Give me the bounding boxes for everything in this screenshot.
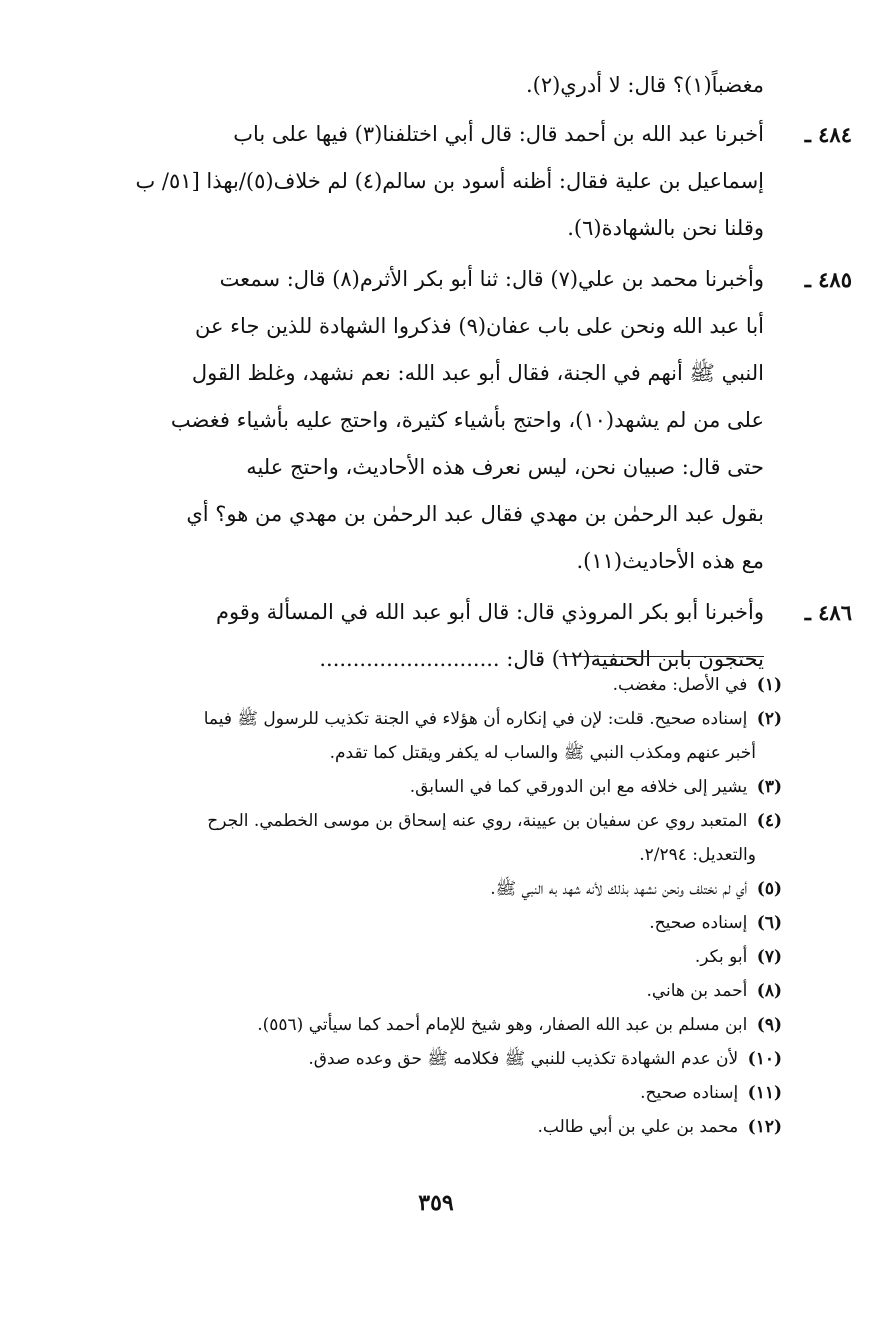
entry-485 <box>78 256 852 585</box>
footnote-11 <box>78 1076 782 1110</box>
footnote-number: (١) <box>756 675 782 695</box>
footnote-text: لأن عدم الشهادة تكذيب للنبي ﷺ فكلامه ﷺ حق وعده صدق. <box>308 1049 739 1069</box>
footnote-text: أي لم نختلف ونحن نشهد بذلك لأنه شهد به النبي ﷺ. <box>490 879 748 899</box>
main-text <box>78 62 852 683</box>
footnote-text: محمد بن علي بن أبي طالب. <box>537 1117 739 1137</box>
entry-line: يحتجون بابن الحنفية(١٢) قال: ........................... <box>319 647 764 671</box>
entry-line: النبي ﷺ أنهم في الجنة، فقال أبو عبد الله: نعم نشهد، وغلظ القول <box>191 361 764 385</box>
entry-484 <box>78 111 852 252</box>
entry-line: بقول عبد الرحمٰن بن مهدي فقال عبد الرحمٰن بن مهدي من هو؟ أي <box>186 502 764 526</box>
footnote-8 <box>78 974 782 1008</box>
footnote-number: (٥) <box>756 879 782 899</box>
entry-line: أخبرنا عبد الله بن أحمد قال: قال أبي اختلفنا(٣) فيها على باب <box>233 122 764 146</box>
opening-line: مغضباً(١)؟ قال: لا أدري(٢). <box>525 73 764 97</box>
footnote-text: إسناده صحيح. قلت: لإن في إنكاره أن هؤلاء في الجنة تكذيب للرسول ﷺ فيما <box>203 709 748 729</box>
footnote-5 <box>78 872 782 906</box>
entry-line: حتى قال: صبيان نحن، ليس نعرف هذه الأحاديث، واحتج عليه <box>246 455 764 479</box>
footnotes <box>78 668 782 1144</box>
entry-number: ٤٨٤ ـ <box>804 122 852 147</box>
footnote-1 <box>78 668 782 702</box>
entry-line: وقلنا نحن بالشهادة(٦). <box>567 216 764 240</box>
footnote-text: أحمد بن هاني. <box>646 981 748 1001</box>
footnote-number: (٨) <box>756 981 782 1001</box>
footnote-continuation: أخبر عنهم ومكذب النبي ﷺ والساب له يكفر ويقتل كما تقدم. <box>329 743 756 763</box>
footnote-number: (١٢) <box>747 1117 782 1137</box>
footnote-text: يشير إلى خلافه مع ابن الدورقي كما في السابق. <box>409 777 748 797</box>
footnote-12 <box>78 1110 782 1144</box>
footnote-number: (١٠) <box>747 1049 782 1069</box>
footnote-text: المتعبد روي عن سفيان بن عيينة، روي عنه إسحاق بن موسى الخطمي. الجرح <box>207 811 748 831</box>
footnote-4 <box>78 804 782 872</box>
footnote-continuation: والتعديل: ٢/٢٩٤. <box>639 845 756 865</box>
footnote-number: (٩) <box>756 1015 782 1035</box>
footnote-number: (١١) <box>747 1083 782 1103</box>
footnote-2 <box>78 702 782 770</box>
footnote-divider <box>559 656 764 657</box>
footnote-text: ابن مسلم بن عبد الله الصفار، وهو شيخ للإمام أحمد كما سيأتي (٥٥٦). <box>257 1015 748 1035</box>
entry-number: ٤٨٦ ـ <box>804 600 852 625</box>
footnote-7 <box>78 940 782 974</box>
footnote-number: (٦) <box>756 913 782 933</box>
entry-line: إسماعيل بن علية فقال: أظنه أسود بن سالم(٤) لم خلاف(٥)/بهذا [٥١/ ب <box>135 169 764 193</box>
footnote-3 <box>78 770 782 804</box>
footnote-number: (٢) <box>756 709 782 729</box>
footnote-text: في الأصل: مغضب. <box>612 675 748 695</box>
footnote-text: إسناده صحيح. <box>649 913 748 933</box>
entry-line: أبا عبد الله ونحن على باب عفان(٩) فذكروا الشهادة للذين جاء عن <box>194 314 764 338</box>
entry-line: مع هذه الأحاديث(١١). <box>576 549 764 573</box>
footnote-6 <box>78 906 782 940</box>
entry-line: على من لم يشهد(١٠)، واحتج بأشياء كثيرة، واحتج عليه بأشياء فغضب <box>170 408 764 432</box>
footnote-10 <box>78 1042 782 1076</box>
entry-line: وأخبرنا محمد بن علي(٧) قال: ثنا أبو بكر الأثرم(٨) قال: سمعت <box>219 267 764 291</box>
page-number: ٣٥٩ <box>418 1190 454 1216</box>
footnote-number: (٤) <box>756 811 782 831</box>
entry-number: ٤٨٥ ـ <box>804 267 852 292</box>
footnote-number: (٧) <box>756 947 782 967</box>
footnote-text: أبو بكر. <box>694 947 748 967</box>
entry-line: وأخبرنا أبو بكر المروذي قال: قال أبو عبد الله في المسألة وقوم <box>215 600 764 624</box>
footnote-text: إسناده صحيح. <box>640 1083 739 1103</box>
footnote-9 <box>78 1008 782 1042</box>
footnote-number: (٣) <box>756 777 782 797</box>
